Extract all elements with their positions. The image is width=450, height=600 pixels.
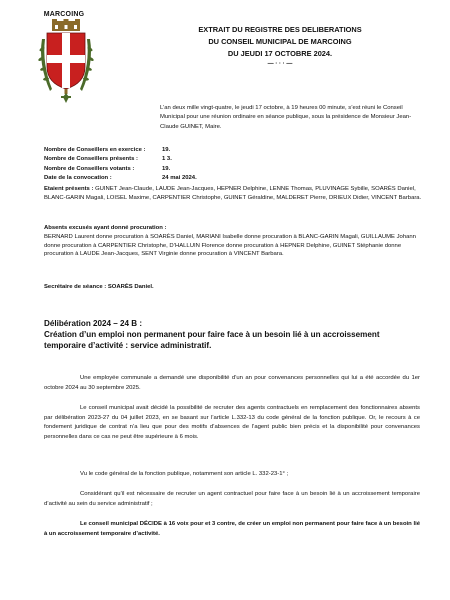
header-title-line-2: DU CONSEIL MUNICIPAL DE MARCOING — [208, 37, 352, 46]
count-label: Date de la convocation : — [44, 174, 112, 181]
excused-label: Absents excusés ayant donné procuration : — [44, 225, 167, 231]
count-label: Nombre de Conseillers en exercice : — [44, 147, 146, 153]
excused-list: BERNARD Laurent donne procuration à SOARÈS Daniel, MARIANI Isabelle donne procuration à BLANC-GARIN Magali, GUILLAUME Johann donne procuration à CARPENTIER Christophe, D’HALLUIN Florence donne procuration à HEPNER Delphine, GUINET Stéphanie donne procuration à LAUDE Jean-Jacques, SENT Virginie donne procuration à VINCENT Barbara. — [44, 233, 416, 258]
count-value: 24 mai 2024. — [162, 174, 197, 181]
session-secretary: Secrétaire de séance : SOARÈS Daniel. — [44, 284, 154, 290]
intro-paragraph: L’an deux mille vingt-quatre, le jeudi 17 octobre, à 19 heures 00 minute, s’est réuni le Conseil Municipal pour une réunion ordinaire en séance publique, sous la présidence de Monsieur Jean-Claude GUINET, Maire. — [160, 105, 412, 130]
decision-text: à 16 voix pour et 3 contre, de créer un emploi non permanent pour faire face à un besoin lié à un accroissement temporaire d’activité. — [44, 521, 421, 537]
count-value: 19. — [162, 165, 171, 172]
document-header — [150, 24, 410, 68]
body-text: Une employée communale a demandé une disponibilité d’un an pour convenances personnelles qui lui a été accordée du 1er octobre 2024 au 30 septembre 2025. — [44, 375, 420, 391]
deliberation-subject: Création d’un emploi non permanent pour faire face à un besoin lié à un accroissement temporaire d’activité : service administratif. — [44, 330, 380, 350]
header-title-line-3: DU JEUDI 17 OCTOBRE 2024. — [227, 49, 333, 58]
count-label: Nombre de Conseillers votants : — [44, 165, 135, 172]
body-paragraph-4 — [44, 490, 420, 509]
count-value: 19. — [162, 147, 171, 153]
deliberation-title — [44, 318, 408, 351]
present-list: GUINET Jean-Claude, LAUDE Jean-Jacques, HEPNER Delphine, LENNE Thomas, PLUVINAGE Sybille, SOARÈS Daniel, BLANC-GARIN Magali, LOISEL Maxime, CARPENTIER Christophe, GUINET Géraldine, MALDERET Pierre, DRIEUX Didier, VINCENT Barbara. — [44, 186, 422, 201]
decision-verb: DÉCIDE — [139, 521, 162, 527]
body-paragraph-5 — [44, 520, 420, 539]
marcoing-coat-of-arms — [36, 19, 96, 104]
decision-subject: Le conseil municipal — [80, 521, 139, 527]
count-row-in-office — [44, 146, 197, 155]
body-paragraph-3 — [44, 470, 420, 480]
deliberation-number: Délibération 2024 – 24 B : — [44, 319, 143, 328]
body-text: Vu le code général de la fonction publique, notamment son article L. 332-23-1° ; — [80, 471, 289, 477]
mural-crown — [52, 19, 80, 31]
count-label: Nombre de Conseillers présents : — [44, 156, 138, 163]
shield — [47, 33, 85, 89]
body-text: Considérant qu’il est nécessaire de recruter un agent contractuel pour faire face à un besoin lié à un accroissement temporaire d’activité au sein du service administratif ; — [44, 491, 420, 507]
crest-label: MARCOING — [43, 11, 85, 18]
body-paragraph-1 — [44, 374, 420, 393]
count-row-convocation — [44, 174, 197, 183]
present-label: Etaient présents : — [44, 186, 94, 192]
medal-cross — [61, 89, 71, 103]
body-paragraph-2 — [44, 404, 420, 442]
body-text: Le conseil municipal avait décidé la possibilité de recruter des agents contractuels en remplacement des fonctionnaires absents par délibération 2023-27 du 04 juillet 2023, en se basant sur l’article L.332-13 du code général de la fonction publique. Or, le recours à ce fondement juridique de contrat n’a lieu que pour des motifs d’absences de l’agent public bien précis et la disponibilité pour convenances personnelles dans ce cas ne peut être supérieure à 6 mois. — [44, 405, 420, 440]
header-title-line-1: EXTRAIT DU REGISTRE DES DELIBERATIONS — [198, 25, 362, 34]
count-row-present — [44, 155, 197, 164]
attendance-counts — [44, 146, 197, 183]
count-value: 1 3. — [162, 156, 172, 163]
present-members — [44, 185, 430, 203]
header-separator: — · · · — — [267, 61, 293, 67]
count-row-voting — [44, 165, 197, 174]
excused-members — [44, 224, 430, 259]
